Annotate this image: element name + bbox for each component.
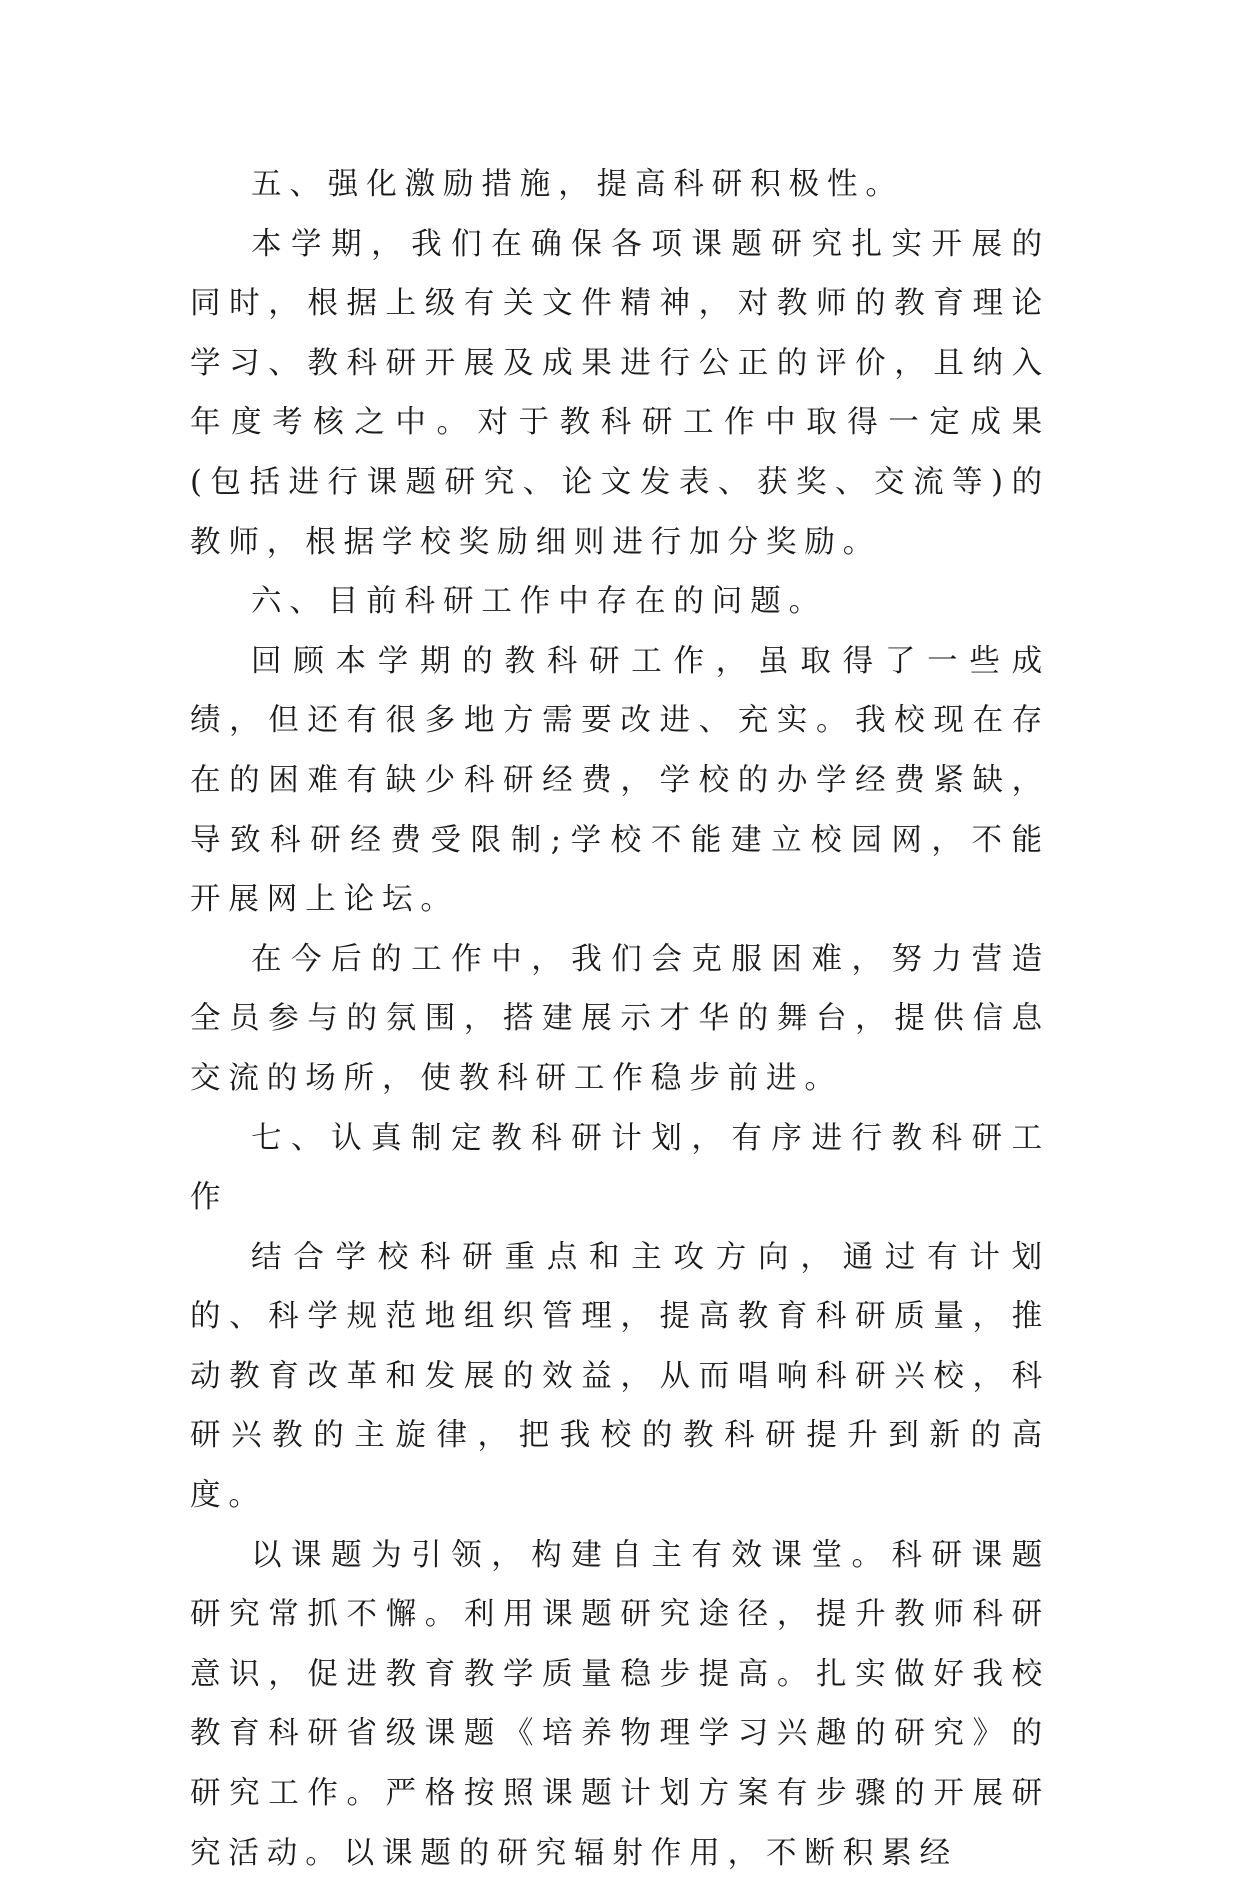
paragraph-incentive-measures: 本学期，我们在确保各项课题研究扎实开展的同时，根据上级有关文件精神，对教师的教育理论学习、教科研开展及成果进行公正的评价，且纳入年度考核之中。对于教科研工作中取得一定成果(包括进行课题研究、论文发表、获奖、交流等)的教师，根据学校奖励细则进行加分奖励。: [190, 226, 1050, 560]
paragraph-existing-problems: 回顾本学期的教科研工作，虽取得了一些成绩，但还有很多地方需要改进、充实。我校现在存在的困难有缺少科研经费，学校的办学经费紧缺，导致科研经费受限制;学校不能建立校园网，不能开展网上论坛。: [190, 643, 1050, 918]
section-heading-6: 六、目前科研工作中存在的问题。: [251, 584, 827, 620]
paragraph-research-plan: 结合学校科研重点和主攻方向，通过有计划的、科学规范地组织管理，提高教育科研质量，推动教育改革和发展的效益，从而唱响科研兴校，科研兴教的主旋律，把我校的教科研提升到新的高度。: [190, 1239, 1050, 1514]
section-heading-5: 五、强化激励措施，提高科研积极性。: [251, 167, 904, 202]
section-heading-7: 七、认真制定教科研计划，有序进行教科研工作: [190, 1120, 1050, 1216]
paragraph-future-work: 在今后的工作中，我们会克服困难，努力营造全员参与的氛围，搭建展示才华的舞台，提供信息交流的场所，使教科研工作稳步前进。: [190, 941, 1050, 1096]
paragraph-research-topics: 以课题为引领，构建自主有效课堂。科研课题研究常抓不懈。利用课题研究途径，提升教师科研意识，促进教育教学质量稳步提高。扎实做好我校教育科研省级课题《培养物理学习兴趣的研究》的研究工作。严格按照课题计划方案有步骤的开展研究活动。以课题的研究辐射作用，不断积累经: [190, 1537, 1050, 1871]
document-body: [190, 155, 1050, 1883]
